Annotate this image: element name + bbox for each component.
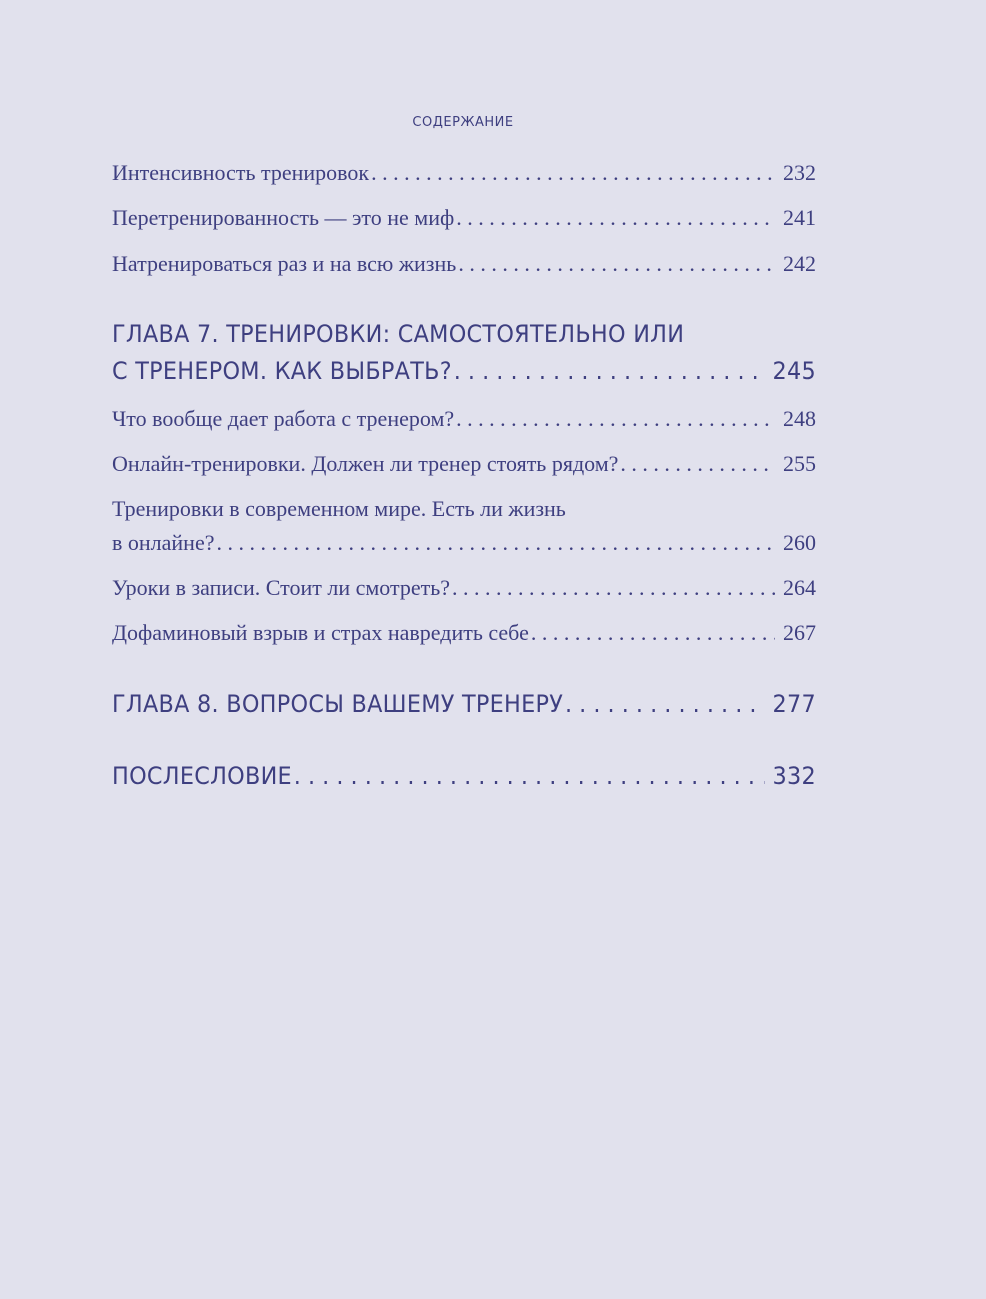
dot-leader [294, 762, 765, 790]
dot-leader [620, 451, 775, 477]
toc-entry-title-line[interactable]: Тренировки в современном мире. Есть ли жизнь [112, 496, 566, 521]
toc-entry[interactable] [112, 530, 816, 556]
toc-page-number: 264 [783, 575, 816, 600]
toc-entry-title: ПОСЛЕСЛОВИЕ [112, 762, 292, 790]
toc-entry[interactable] [112, 451, 816, 477]
dot-leader [456, 406, 775, 432]
toc-entry-title: Дофаминовый взрыв и страх навредить себе [112, 620, 529, 645]
toc-entry-title: Онлайн-тренировки. Должен ли тренер стоять рядом? [112, 451, 619, 476]
dot-leader [452, 575, 775, 601]
toc-page-number: 260 [783, 530, 816, 555]
toc-page-number: 277 [772, 690, 817, 718]
toc-entry[interactable] [112, 575, 816, 601]
toc-entry-title: в онлайне? [112, 530, 215, 555]
toc-chapter-entry[interactable] [112, 357, 816, 385]
toc-entry[interactable] [112, 620, 816, 646]
dot-leader [371, 160, 775, 186]
dot-leader [216, 530, 775, 556]
toc-entry[interactable] [112, 160, 816, 186]
running-head: СОДЕРЖАНИЕ [412, 115, 514, 130]
toc-entry[interactable] [112, 406, 816, 432]
toc-entry-title: Интенсивность тренировок [112, 160, 370, 185]
toc-entry-title: С ТРЕНЕРОМ. КАК ВЫБРАТЬ? [112, 357, 452, 385]
dot-leader [531, 620, 775, 646]
toc-entry[interactable] [112, 251, 816, 277]
toc-chapter-entry[interactable] [112, 762, 816, 790]
toc-page-number: 255 [783, 451, 816, 476]
toc-entry-title: Что вообще дает работа с тренером? [112, 406, 455, 431]
toc-page-number: 242 [783, 251, 816, 276]
toc-entry-title: Перетренированность — это не миф [112, 205, 455, 230]
toc-page-number: 245 [772, 357, 817, 385]
toc-page-number: 267 [783, 620, 816, 645]
dot-leader [458, 251, 775, 277]
toc-entry[interactable] [112, 205, 816, 231]
dot-leader [456, 205, 775, 231]
toc-page-number: 241 [783, 205, 816, 230]
toc-page-number: 248 [783, 406, 816, 431]
toc-page-number: 332 [772, 762, 817, 790]
toc-entry-title: Натренироваться раз и на всю жизнь [112, 251, 457, 276]
toc-chapter-entry[interactable] [112, 690, 816, 718]
dot-leader [565, 690, 765, 718]
toc-page-number: 232 [783, 160, 816, 185]
chapter-title-line[interactable]: ГЛАВА 7. ТРЕНИРОВКИ: САМОСТОЯТЕЛЬНО ИЛИ [112, 320, 685, 348]
toc-entry-title: Уроки в записи. Стоит ли смотреть? [112, 575, 451, 600]
toc-entry-title: ГЛАВА 8. ВОПРОСЫ ВАШЕМУ ТРЕНЕРУ [112, 690, 564, 718]
dot-leader [454, 357, 765, 385]
